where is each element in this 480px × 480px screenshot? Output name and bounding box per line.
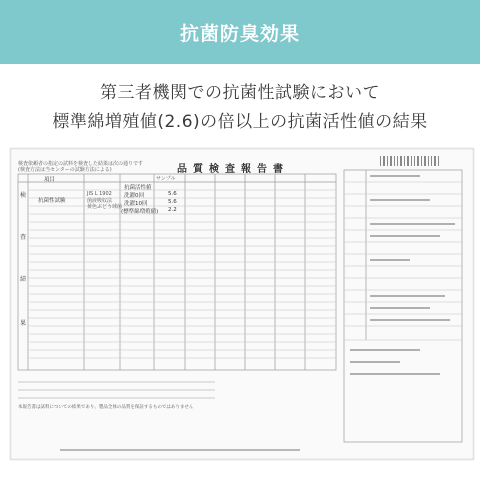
sample-label: サンプル <box>156 176 176 182</box>
result-value: 2.2 <box>168 207 177 213</box>
margin-label: 結 <box>20 276 27 283</box>
description-line-2: 標準綿増殖値(2.6)の倍以上の抗菌活性値の結果 <box>52 112 428 132</box>
method-note-1: JIS L 1902 <box>87 191 112 197</box>
method-note-3: 黄色ぶどう球菌 <box>87 204 123 210</box>
description-line-1: 第三者機関での抗菌性試験において <box>100 83 380 103</box>
result-value: 5.6 <box>168 191 177 197</box>
item-name: 抗菌性試験 <box>38 198 66 204</box>
margin-label: 査 <box>20 234 27 241</box>
method-note-2: 菌液吸収法 <box>87 198 113 204</box>
item-column-header: 項目 <box>44 177 56 183</box>
result-header: 抗菌活性値 <box>124 185 152 191</box>
margin-label: 検 <box>20 192 27 199</box>
report-head-note-1: 検査依頼者の指定の試料を検査した結果は次の通りです <box>18 161 144 167</box>
report-title: 品質検査報告書 <box>177 164 289 175</box>
barcode-graphic <box>380 156 439 166</box>
result-label: 洗濯10回 <box>124 201 148 207</box>
margin-label: 果 <box>20 320 27 327</box>
footer-note: 本報告書は試料についての結果であり、製品全体の品質を保証するものではありません <box>18 405 194 410</box>
result-label: (標準綿増殖値) <box>121 209 159 215</box>
result-value: 5.6 <box>168 199 177 205</box>
report-head-note-2: (検査方法は当センターの試験方法による) <box>18 167 112 173</box>
header-title: 抗菌防臭効果 <box>179 22 300 45</box>
result-label: 洗濯0回 <box>124 193 144 199</box>
